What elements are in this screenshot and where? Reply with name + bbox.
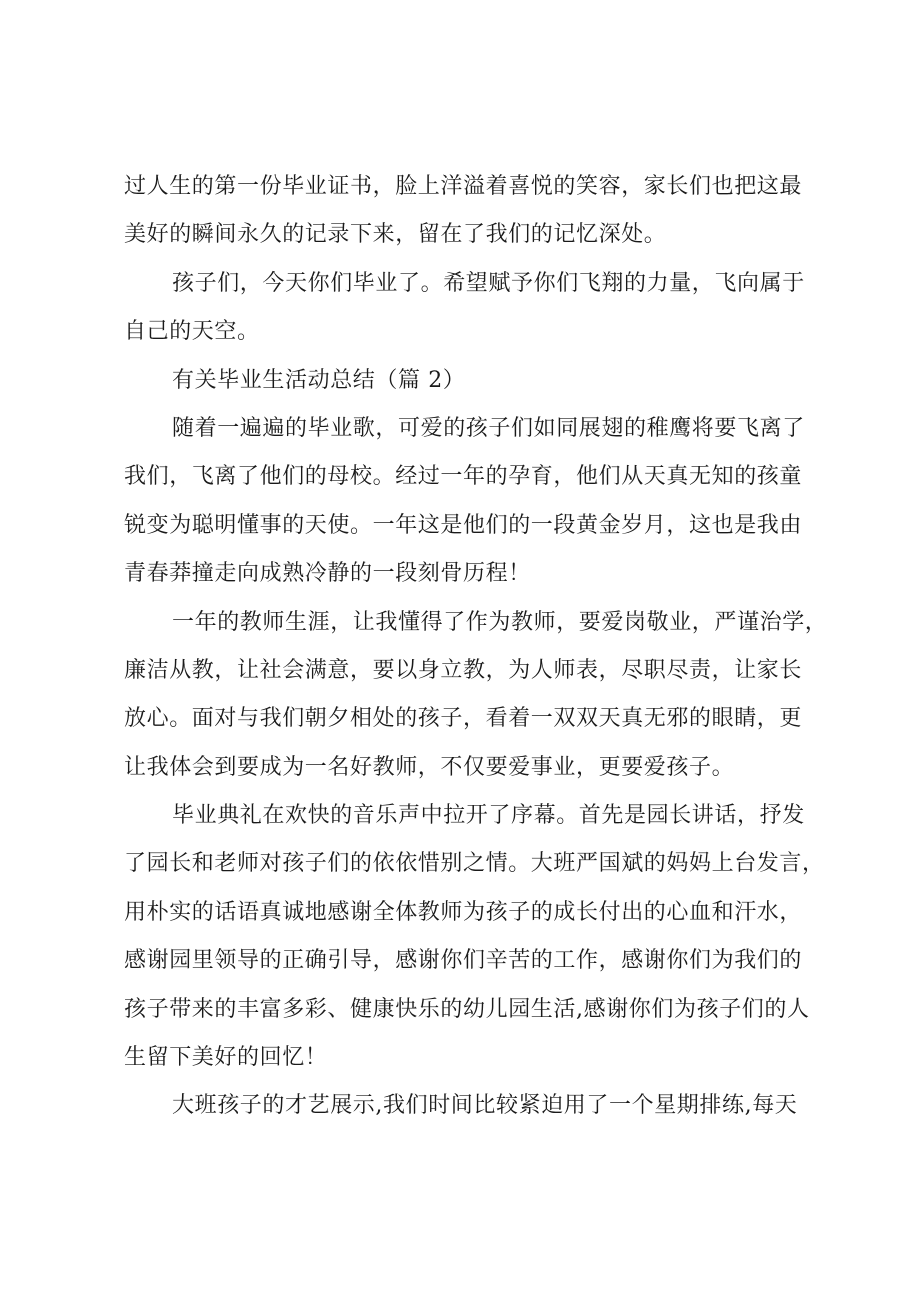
text-line: 一年的教师生涯，让我懂得了作为教师，要爱岗敬业，严谨治学， [172, 609, 828, 635]
text-line: 生留下美好的回忆！ [124, 1045, 328, 1071]
text-line: 青春莽撞走向成熟冷静的一段刻骨历程！ [124, 561, 531, 587]
text-line: 自己的天空。 [124, 319, 260, 345]
text-line: 用朴实的话语真诚地感谢全体教师为孩子的成长付出的心血和汗水， [124, 899, 803, 925]
text-line: 感谢园里领导的正确引导，感谢你们辛苦的工作，感谢你们为我们的 [124, 948, 803, 974]
text-line: 大班孩子的才艺展示,我们时间比较紧迫用了一个星期排练,每天 [172, 1093, 798, 1119]
text-line: 美好的瞬间永久的记录下来，留在了我们的记忆深处。 [124, 222, 667, 248]
text-line: 锐变为聪明懂事的天使。一年这是他们的一段黄金岁月，这也是我由 [124, 512, 803, 538]
section-heading: 有关毕业生活动总结（篇 2） [172, 367, 466, 393]
text-line: 我们，飞离了他们的母校。经过一年的孕育，他们从天真无知的孩童 [124, 464, 803, 490]
text-line: 过人生的第一份毕业证书，脸上洋溢着喜悦的笑容，家长们也把这最 [124, 174, 803, 199]
text-line: 随着一遍遍的毕业歌，可爱的孩子们如同展翅的稚鹰将要飞离了 [172, 415, 805, 441]
text-line: 让我体会到要成为一名好教师，不仅要爱事业，更要爱孩子。 [124, 754, 735, 780]
text-line: 了园长和老师对孩子们的依依惜别之情。大班严国斌的妈妈上台发言， [124, 851, 825, 877]
text-line: 孩子带来的丰富多彩、健康快乐的幼儿园生活,感谢你们为孩子们的人 [124, 996, 810, 1022]
text-line: 孩子们，今天你们毕业了。希望赋予你们飞翔的力量，飞向属于 [172, 270, 805, 296]
text-line: 放心。面对与我们朝夕相处的孩子，看着一双双天真无邪的眼睛，更 [124, 706, 803, 732]
text-line: 廉洁从教，让社会满意，要以身立教，为人师表，尽职尽责，让家长 [124, 657, 803, 683]
text-line: 毕业典礼在欢快的音乐声中拉开了序幕。首先是园长讲话，抒发 [172, 803, 805, 829]
document-body [124, 163, 828, 1131]
